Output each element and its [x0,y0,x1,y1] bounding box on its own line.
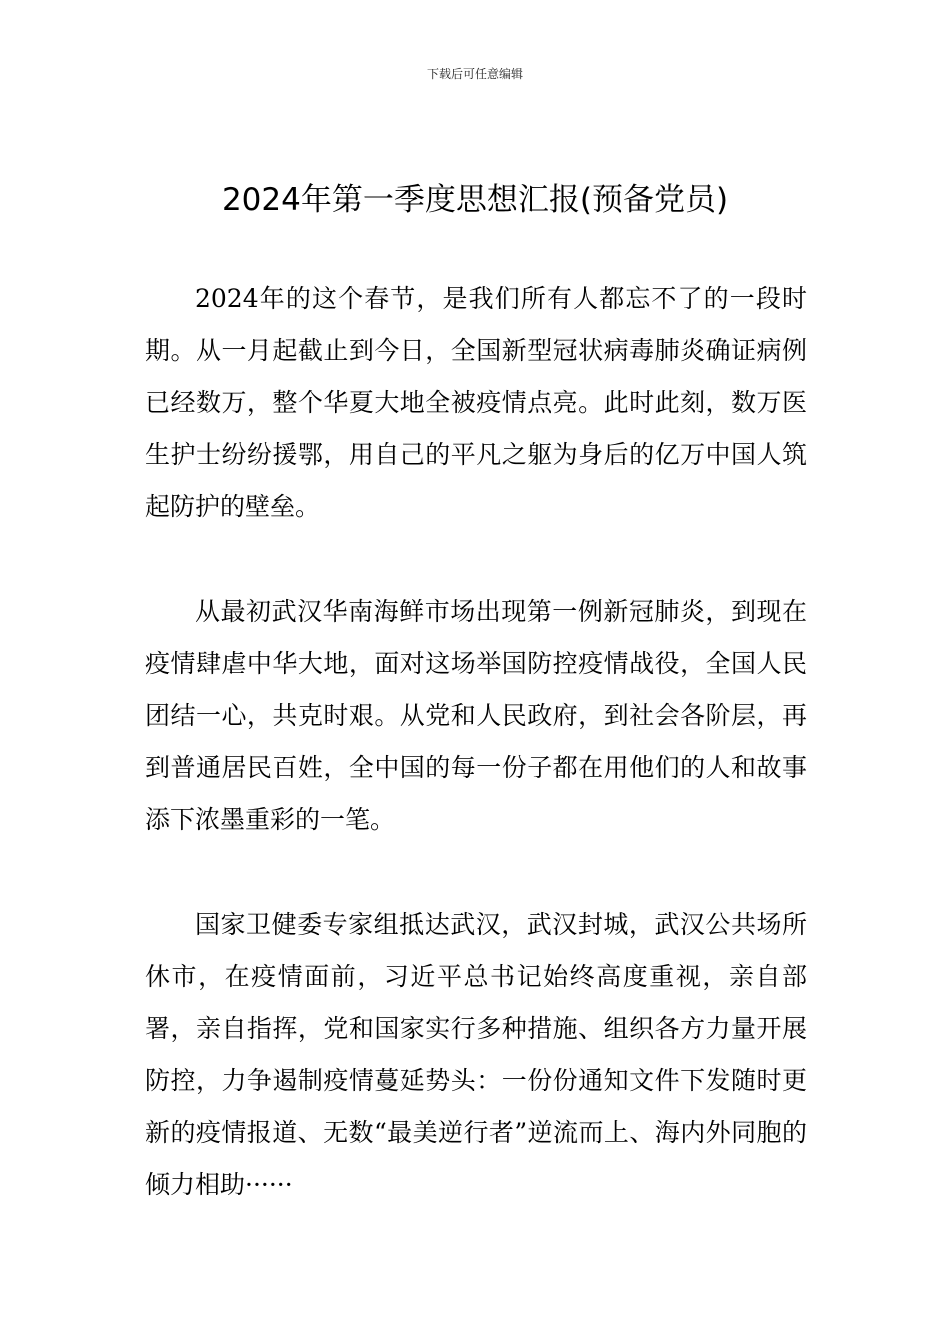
document-title: 2024年第一季度思想汇报(预备党员) [221,182,729,218]
paragraph-1: 2024年的这个春节，是我们所有人都忘不了的一段时期。从一月起截止到今日，全国新型冠状病毒肺炎确证病例已经数万，整个华夏大地全被疫情点亮。此时此刻，数万医生护士纷纷援鄂，用自己的平凡之躯为身后的亿万中国人筑起防护的壁垒。 [145,284,807,521]
header-note: 下载后可任意编辑 [426,67,523,81]
paragraph-2: 从最初武汉华南海鲜市场出现第一例新冠肺炎，到现在疫情肆虐中华大地，面对这场举国防控疫情战役，全国人民团结一心，共克时艰。从党和人民政府，到社会各阶层，再到普通居民百姓，全中国的每一份子都在用他们的人和故事添下浓墨重彩的一笔。 [145,597,807,834]
paragraph-3: 国家卫健委专家组抵达武汉，武汉封城，武汉公共场所休市，在疫情面前，习近平总书记始终高度重视，亲自部署，亲自指挥，党和国家实行多种措施、组织各方力量开展防控，力争遏制疫情蔓延势头：一份份通知文件下发随时更新的疫情报道、无数“最美逆行者”逆流而上、海内外同胞的倾力相助······ [145,910,807,1199]
document-body [145,273,807,1264]
